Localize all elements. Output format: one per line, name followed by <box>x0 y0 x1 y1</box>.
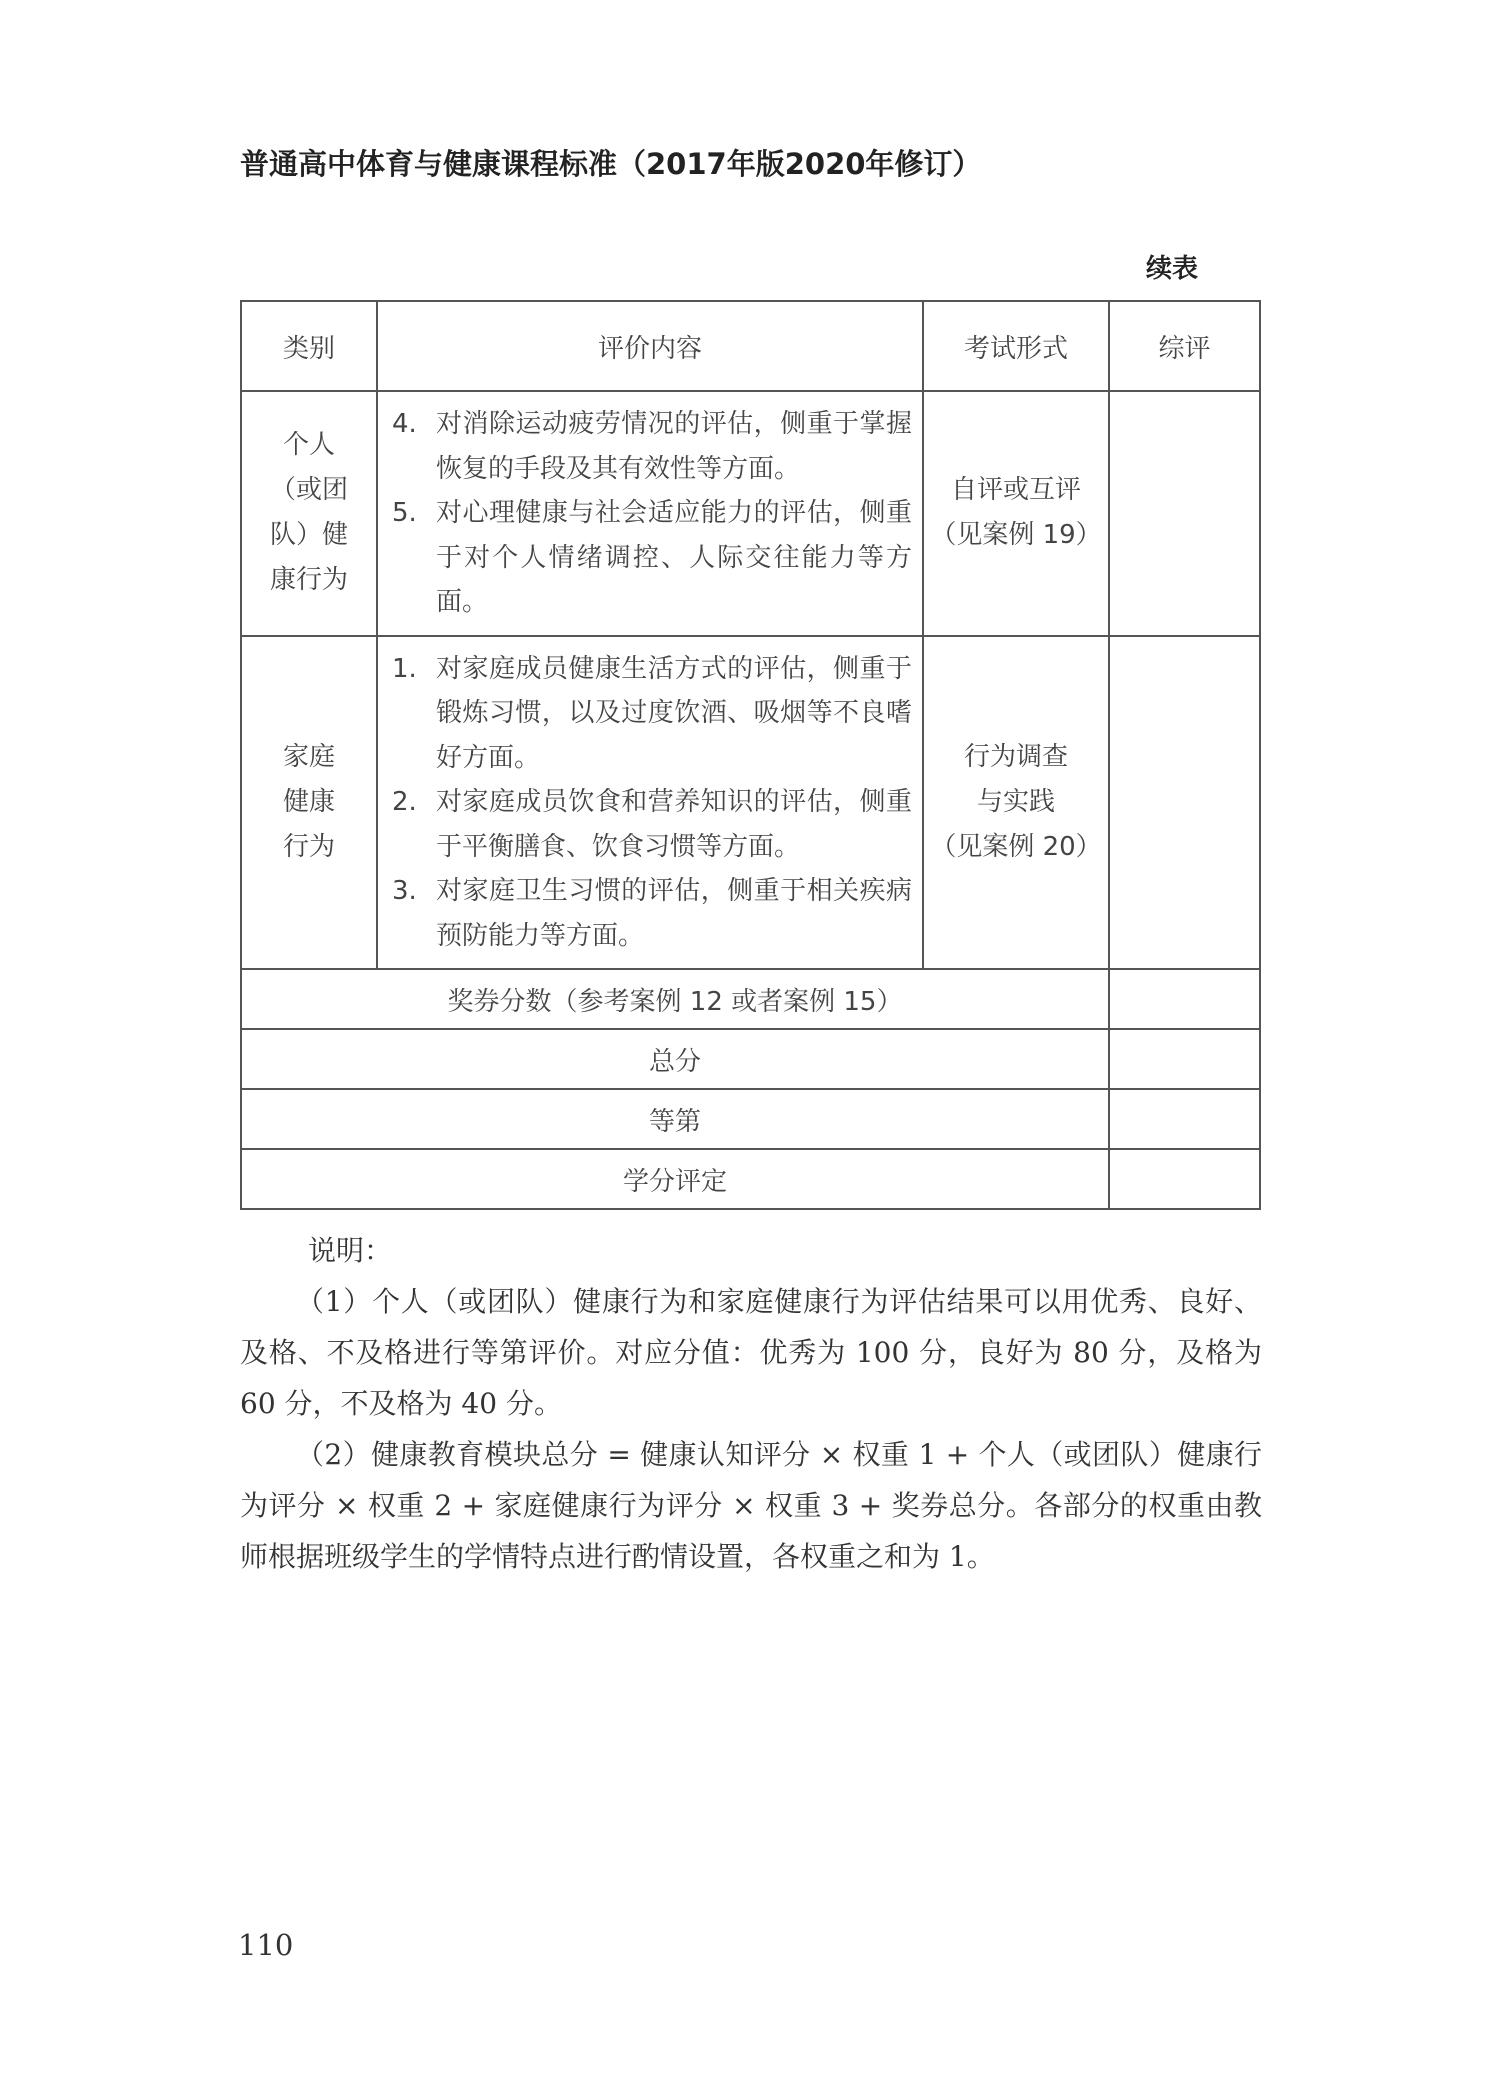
category-label: 个人（或团队）健康行为 <box>269 430 348 596</box>
table-caption: 续表 <box>1145 254 1198 284</box>
list-item <box>392 647 912 781</box>
column-header-category: 类别 <box>241 301 377 391</box>
page-number: 110 <box>238 1928 294 1962</box>
summary-label: 学分评定 <box>241 1149 1109 1209</box>
table-row <box>241 969 1260 1029</box>
content-cell <box>377 391 923 636</box>
column-header-exam-form: 考试形式 <box>923 301 1109 391</box>
category-cell <box>241 391 377 636</box>
exam-form-line: 行为调查 <box>963 741 1068 772</box>
item-number: 5. <box>392 498 417 528</box>
notes-title: 说明： <box>308 1234 393 1267</box>
exam-form-cell <box>923 391 1109 636</box>
item-text: 对家庭成员健康生活方式的评估，侧重于锻炼习惯，以及过度饮酒、吸烟等不良嗜好方面。 <box>436 653 912 773</box>
overall-cell <box>1109 636 1260 970</box>
running-head: 普通高中体育与健康课程标准（2017年版2020年修订） <box>240 147 982 181</box>
exam-form-line: 与实践 <box>976 786 1055 817</box>
summary-label: 等第 <box>241 1089 1109 1149</box>
list-item <box>392 491 912 625</box>
item-text: 对家庭卫生习惯的评估，侧重于相关疾病预防能力等方面。 <box>436 876 912 951</box>
notes-section <box>240 1225 1262 1582</box>
overall-cell <box>1109 391 1260 636</box>
exam-form-cell <box>923 636 1109 970</box>
table-row <box>241 636 1260 970</box>
item-text: 对心理健康与社会适应能力的评估，侧重于对个人情绪调控、人际交往能力等方面。 <box>436 498 912 617</box>
overall-cell <box>1109 1089 1260 1149</box>
item-number: 4. <box>392 409 417 439</box>
column-header-content: 评价内容 <box>377 301 923 391</box>
overall-cell <box>1109 969 1260 1029</box>
list-item <box>392 869 912 958</box>
table-header-row <box>241 301 1260 391</box>
table-row <box>241 1029 1260 1089</box>
item-text: 对家庭成员饮食和营养知识的评估，侧重于平衡膳食、饮食习惯等方面。 <box>436 787 912 862</box>
table-row <box>241 1089 1260 1149</box>
content-cell <box>377 636 923 970</box>
exam-form-line: （见案例 20） <box>930 831 1102 862</box>
overall-cell <box>1109 1029 1260 1089</box>
column-header-overall: 综评 <box>1109 301 1260 391</box>
note-paragraph: （1）个人（或团队）健康行为和家庭健康行为评估结果可以用优秀、良好、及格、不及格进行等第评价。对应分值：优秀为 100 分，良好为 80 分，及格为 60 分，不及格为 40 分。 <box>240 1285 1262 1420</box>
category-label: 家庭健康行为 <box>282 741 335 862</box>
overall-cell <box>1109 1149 1260 1209</box>
list-item <box>392 780 912 869</box>
category-cell <box>241 636 377 970</box>
note-paragraph: （2）健康教育模块总分 = 健康认知评分 × 权重 1 + 个人（或团队）健康行为评分 × 权重 2 + 家庭健康行为评分 × 权重 3 + 奖券总分。各部分的权重由教师根据班级学生的学情特点进行酌情设置，各权重之和为 1。 <box>240 1438 1262 1573</box>
item-number: 3. <box>392 876 417 906</box>
summary-label: 奖券分数（参考案例 12 或者案例 15） <box>241 969 1109 1029</box>
exam-form-line: （见案例 19） <box>930 520 1102 551</box>
item-text: 对消除运动疲劳情况的评估，侧重于掌握恢复的手段及其有效性等方面。 <box>436 409 912 484</box>
exam-form-line: 自评或互评 <box>950 475 1081 506</box>
item-number: 2. <box>392 787 417 817</box>
table-row <box>241 391 1260 636</box>
table-row <box>241 1149 1260 1209</box>
item-number: 1. <box>392 653 417 684</box>
list-item <box>392 402 912 491</box>
evaluation-table <box>240 300 1261 1210</box>
summary-label: 总分 <box>241 1029 1109 1089</box>
